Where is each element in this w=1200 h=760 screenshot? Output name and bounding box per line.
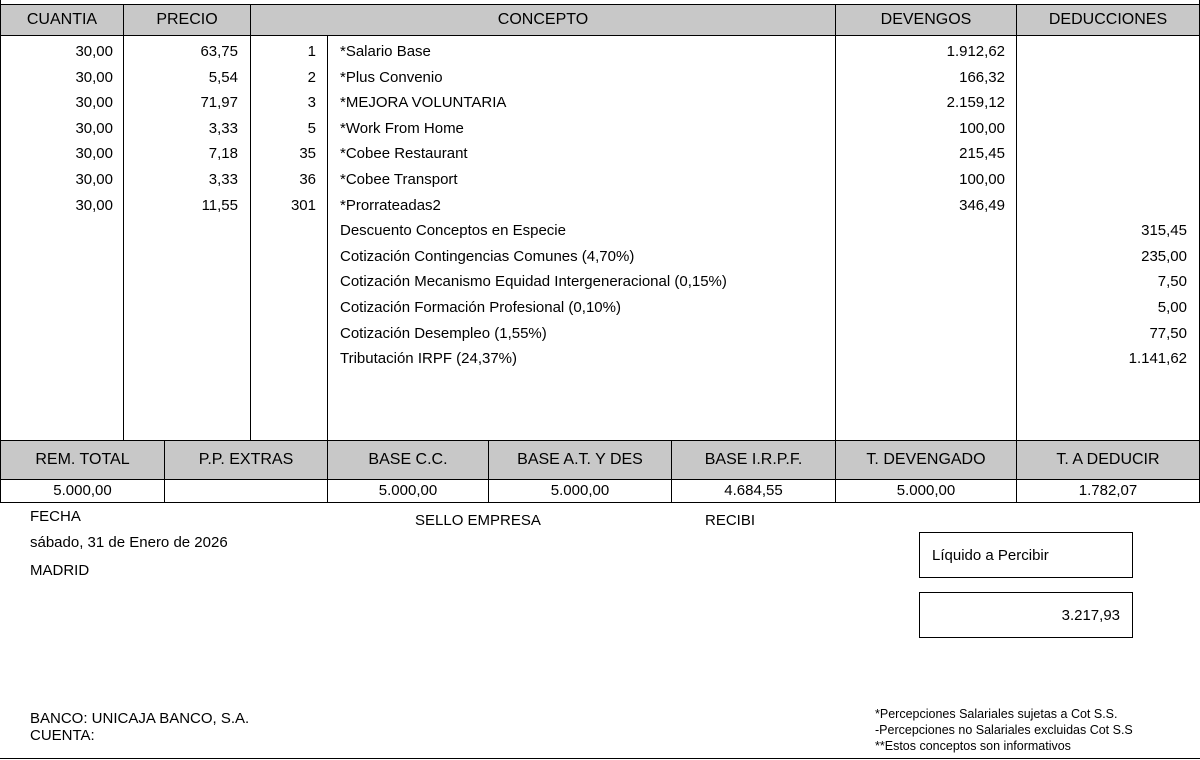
summary-header-rem-total: REM. TOTAL	[0, 440, 165, 480]
header-devengos: DEVENGOS	[835, 4, 1017, 36]
line-cuantia: 30,00	[75, 94, 113, 112]
line-precio: 63,75	[200, 43, 238, 60]
line-precio: 11,55	[201, 196, 238, 214]
line-concepto: Descuento Conceptos en Especie	[340, 222, 566, 240]
line-concepto: Cotización Desempleo (1,55%)	[340, 324, 547, 342]
line-cuantia: 30,00	[75, 43, 113, 60]
line-concepto: Tributación IRPF (24,37%)	[340, 350, 518, 368]
line-devengo: 1.912,62	[946, 43, 1005, 60]
line-deduccion: 1.141,62	[1128, 350, 1187, 368]
line-code: 1	[307, 43, 316, 60]
line-deduccion: 315,45	[1141, 222, 1187, 240]
summary-header-base-at: BASE A.T. Y DES	[488, 440, 672, 480]
liquido-value-box	[919, 592, 1133, 638]
liquido-label: Líquido a Percibir	[932, 547, 1049, 564]
line-precio: 3,33	[208, 171, 238, 188]
line-precio: 7,18	[208, 145, 238, 163]
header-cuantia: CUANTIA	[0, 4, 124, 36]
line-devengo: 166,32	[959, 68, 1005, 86]
fecha-value: sábado, 31 de Enero de 2026	[30, 534, 228, 551]
line-concepto: Cotización Mecanismo Equidad Intergeneracional (0,15%)	[340, 273, 727, 291]
liquido-label-box	[919, 532, 1133, 578]
summary-base-irpf: 4.684,55	[724, 482, 783, 499]
fecha-label: FECHA	[30, 508, 81, 525]
note-3: **Estos conceptos son informativos	[875, 739, 1071, 753]
summary-header-t-devengado: T. DEVENGADO	[835, 440, 1017, 480]
summary-t-deducir: 1.782,07	[1078, 482, 1138, 499]
line-code: 2	[307, 68, 316, 86]
recibi-label: RECIBI	[705, 512, 756, 529]
note-1: *Percepciones Salariales sujetas a Cot S.S.	[875, 707, 1118, 721]
line-concepto: *Work From Home	[340, 119, 464, 137]
line-concepto: *MEJORA VOLUNTARIA	[340, 94, 507, 112]
summary-header-pp-extras: P.P. EXTRAS	[164, 440, 328, 480]
cuenta: CUENTA:	[30, 727, 95, 744]
line-concepto: *Salario Base	[340, 43, 431, 60]
summary-header-t-deducir: T. A DEDUCIR	[1016, 440, 1200, 480]
line-code: 301	[290, 196, 316, 214]
header-precio: PRECIO	[123, 4, 251, 36]
line-cuantia: 30,00	[75, 171, 113, 188]
line-concepto: *Prorrateadas2	[340, 196, 441, 214]
line-devengo: 100,00	[959, 119, 1005, 137]
summary-header-base-cc: BASE C.C.	[327, 440, 489, 480]
line-precio: 3,33	[208, 119, 238, 137]
line-concepto: *Plus Convenio	[340, 68, 443, 86]
summary-rem-total: 5.000,00	[53, 482, 112, 499]
line-deduccion: 7,50	[1157, 273, 1187, 291]
line-cuantia: 30,00	[75, 145, 113, 163]
city: MADRID	[30, 562, 90, 579]
line-devengo: 215,45	[959, 145, 1005, 163]
line-deduccion: 235,00	[1141, 247, 1187, 265]
banco: BANCO: UNICAJA BANCO, S.A.	[30, 710, 250, 727]
line-code: 3	[307, 94, 316, 112]
line-cuantia: 30,00	[75, 119, 113, 137]
line-code: 5	[307, 119, 316, 137]
line-concepto: *Cobee Restaurant	[340, 145, 468, 163]
line-deduccion: 5,00	[1157, 299, 1187, 316]
line-deduccion: 77,50	[1149, 324, 1187, 342]
line-concepto: *Cobee Transport	[340, 171, 458, 188]
sello-empresa-label: SELLO EMPRESA	[415, 512, 541, 529]
line-concepto: Cotización Formación Profesional (0,10%)	[340, 299, 621, 316]
line-cuantia: 30,00	[75, 196, 113, 214]
line-code: 36	[299, 171, 316, 188]
line-devengo: 100,00	[959, 171, 1005, 188]
summary-t-devengado: 5.000,00	[896, 482, 956, 499]
line-cuantia: 30,00	[75, 68, 113, 86]
line-code: 35	[299, 145, 316, 163]
liquido-value: 3.217,93	[1061, 607, 1120, 624]
summary-header-base-irpf: BASE I.R.P.F.	[671, 440, 836, 480]
header-deducciones: DEDUCCIONES	[1016, 4, 1200, 36]
note-2: -Percepciones no Salariales excluidas Cot S.S	[875, 723, 1133, 737]
summary-base-at: 5.000,00	[550, 482, 610, 499]
line-devengo: 2.159,12	[946, 94, 1005, 112]
bottom-border	[0, 758, 1200, 759]
line-concepto: Cotización Contingencias Comunes (4,70%)	[340, 247, 635, 265]
summary-base-cc: 5.000,00	[378, 482, 438, 499]
header-concepto: CONCEPTO	[250, 4, 836, 36]
line-precio: 5,54	[208, 68, 238, 86]
line-precio: 71,97	[200, 94, 238, 112]
line-devengo: 346,49	[959, 196, 1005, 214]
